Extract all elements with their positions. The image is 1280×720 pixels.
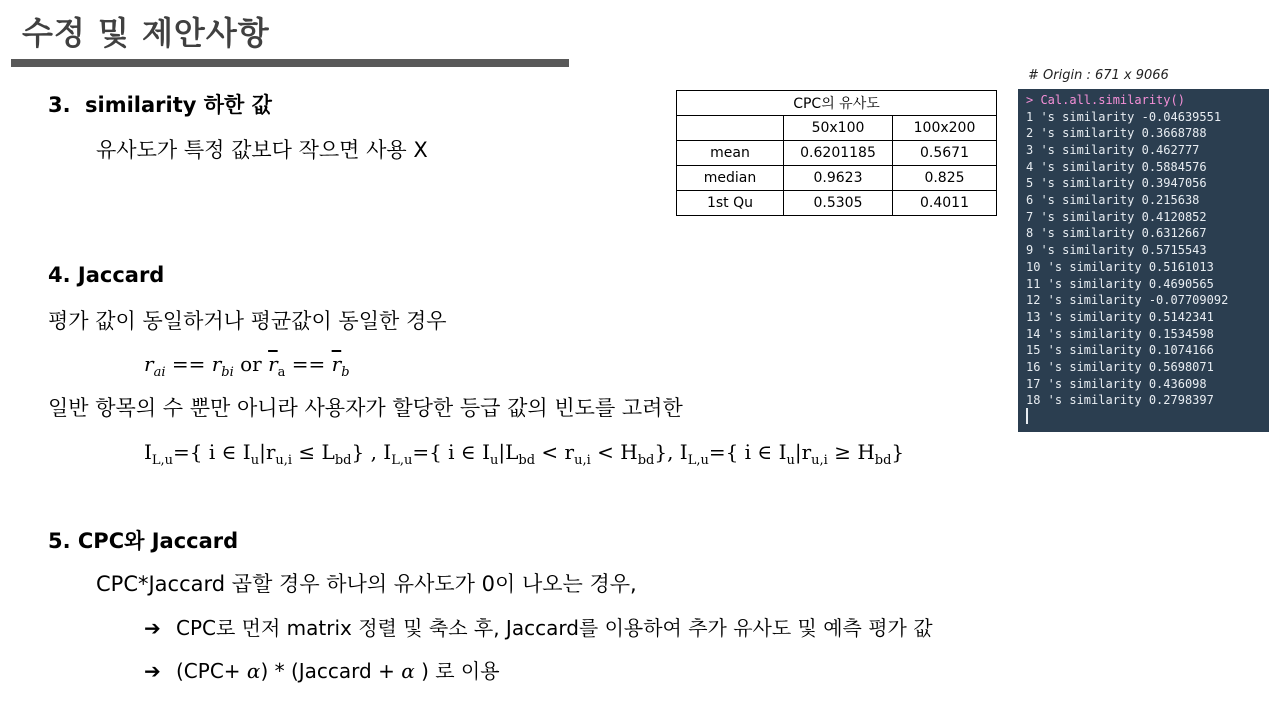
console-line: 6 's similarity 0.215638 [1026, 193, 1200, 208]
section4-heading: 4. Jaccard [48, 263, 165, 287]
rating-equality-formula: $r_{ai} == r_{bi}$ or $\overline{r}_a == \overline{r}_b$ [144, 352, 350, 380]
console-line: 8 's similarity 0.6312667 [1026, 226, 1207, 241]
console-line: 1 's similarity -0.04639551 [1026, 109, 1222, 124]
r-console-output [1018, 89, 1269, 432]
console-line: 16 's similarity 0.5698071 [1026, 360, 1214, 375]
console-line: 9 's similarity 0.5715543 [1026, 243, 1207, 258]
section5-bullet2 [144, 655, 500, 684]
console-line: 3 's similarity 0.462777 [1026, 142, 1200, 157]
section3-heading [48, 89, 272, 119]
console-line: 7 's similarity 0.4120852 [1026, 209, 1207, 224]
section4-text1: 평가 값이 동일하거나 평균값이 동일한 경우 [48, 309, 447, 333]
title-underline [11, 59, 569, 67]
console-command: > Cal.all.similarity() [1026, 93, 1185, 107]
console-lines [1018, 109, 1269, 410]
section5-text: CPC*Jaccard 곱할 경우 하나의 유사도가 0이 나오는 경우, [96, 572, 637, 596]
console-line: 18 's similarity 0.2798397 [1026, 393, 1214, 408]
table-cell: 0.5671 [893, 141, 997, 166]
alpha-symbol: α [401, 659, 415, 683]
table-cell: 0.825 [893, 166, 997, 191]
console-line: 4 's similarity 0.5884576 [1026, 159, 1207, 174]
bullet2-part-a: (CPC+ [176, 659, 247, 683]
table-header-cell: 50x100 [784, 116, 893, 141]
table-cell: 1st Qu [677, 191, 784, 216]
table-caption: CPC의 유사도 [677, 91, 997, 116]
console-line: 14 's similarity 0.1534598 [1026, 326, 1214, 341]
console-line: 10 's similarity 0.5161013 [1026, 259, 1214, 274]
slide-title: 수정 및 제안사항 [22, 14, 270, 52]
cpc-similarity-table [676, 90, 997, 216]
table-row [677, 191, 997, 216]
table-header-cell [677, 116, 784, 141]
console-cursor [1026, 408, 1028, 424]
console-line: 17 's similarity 0.436098 [1026, 376, 1207, 391]
section4-text2: 일반 항목의 수 뿐만 아니라 사용자가 할당한 등급 값의 빈도를 고려한 [48, 396, 683, 420]
section5-bullet1 [144, 612, 933, 641]
console-line: 2 's similarity 0.3668788 [1026, 126, 1207, 141]
rating-group-formula: $I_{L,u}=${ i ∈ $I_u|r_{u,i} \le L_{bd}$} , $I_{L,u}=${ i ∈ $I_u|L_{bd} < r_{u,i} < H_{bd}$}, $I_{L,u}=${ i ∈ $I_u|r_{u,i} \ge H_{bd}$} [144, 440, 905, 468]
bullet2-part-b: ) * (Jaccard + [260, 659, 402, 683]
table-cell: 0.9623 [784, 166, 893, 191]
table-cell: median [677, 166, 784, 191]
section5-bullet1-text: CPC로 먼저 matrix 정렬 및 축소 후, Jaccard를 이용하여 추가 유사도 및 예측 평가 값 [176, 616, 933, 640]
section3-text: 유사도가 특정 값보다 작으면 사용 X [96, 138, 428, 162]
console-line: 13 's similarity 0.5142341 [1026, 309, 1214, 324]
table-cell: 0.6201185 [784, 141, 893, 166]
bullet2-part-c: ) 로 이용 [414, 659, 500, 683]
section5-heading: 5. CPC와 Jaccard [48, 529, 239, 553]
table-row [677, 166, 997, 191]
table-header-row [677, 116, 997, 141]
alpha-symbol: α [246, 659, 261, 683]
console-line: 5 's similarity 0.3947056 [1026, 176, 1207, 191]
table-cell: mean [677, 141, 784, 166]
origin-note: # Origin : 671 x 9066 [1028, 68, 1169, 83]
arrow-icon: ➔ [144, 616, 161, 640]
table-header-cell: 100x200 [893, 116, 997, 141]
console-line: 12 's similarity -0.07709092 [1026, 293, 1229, 308]
table-cell: 0.5305 [784, 191, 893, 216]
table-row [677, 141, 997, 166]
table-cell: 0.4011 [893, 191, 997, 216]
console-line: 11 's similarity 0.4690565 [1026, 276, 1214, 291]
section3-number: 3. [48, 93, 71, 117]
section3-heading-text: similarity 하한 값 [85, 93, 272, 117]
console-line: 15 's similarity 0.1074166 [1026, 343, 1214, 358]
arrow-icon: ➔ [144, 659, 161, 683]
